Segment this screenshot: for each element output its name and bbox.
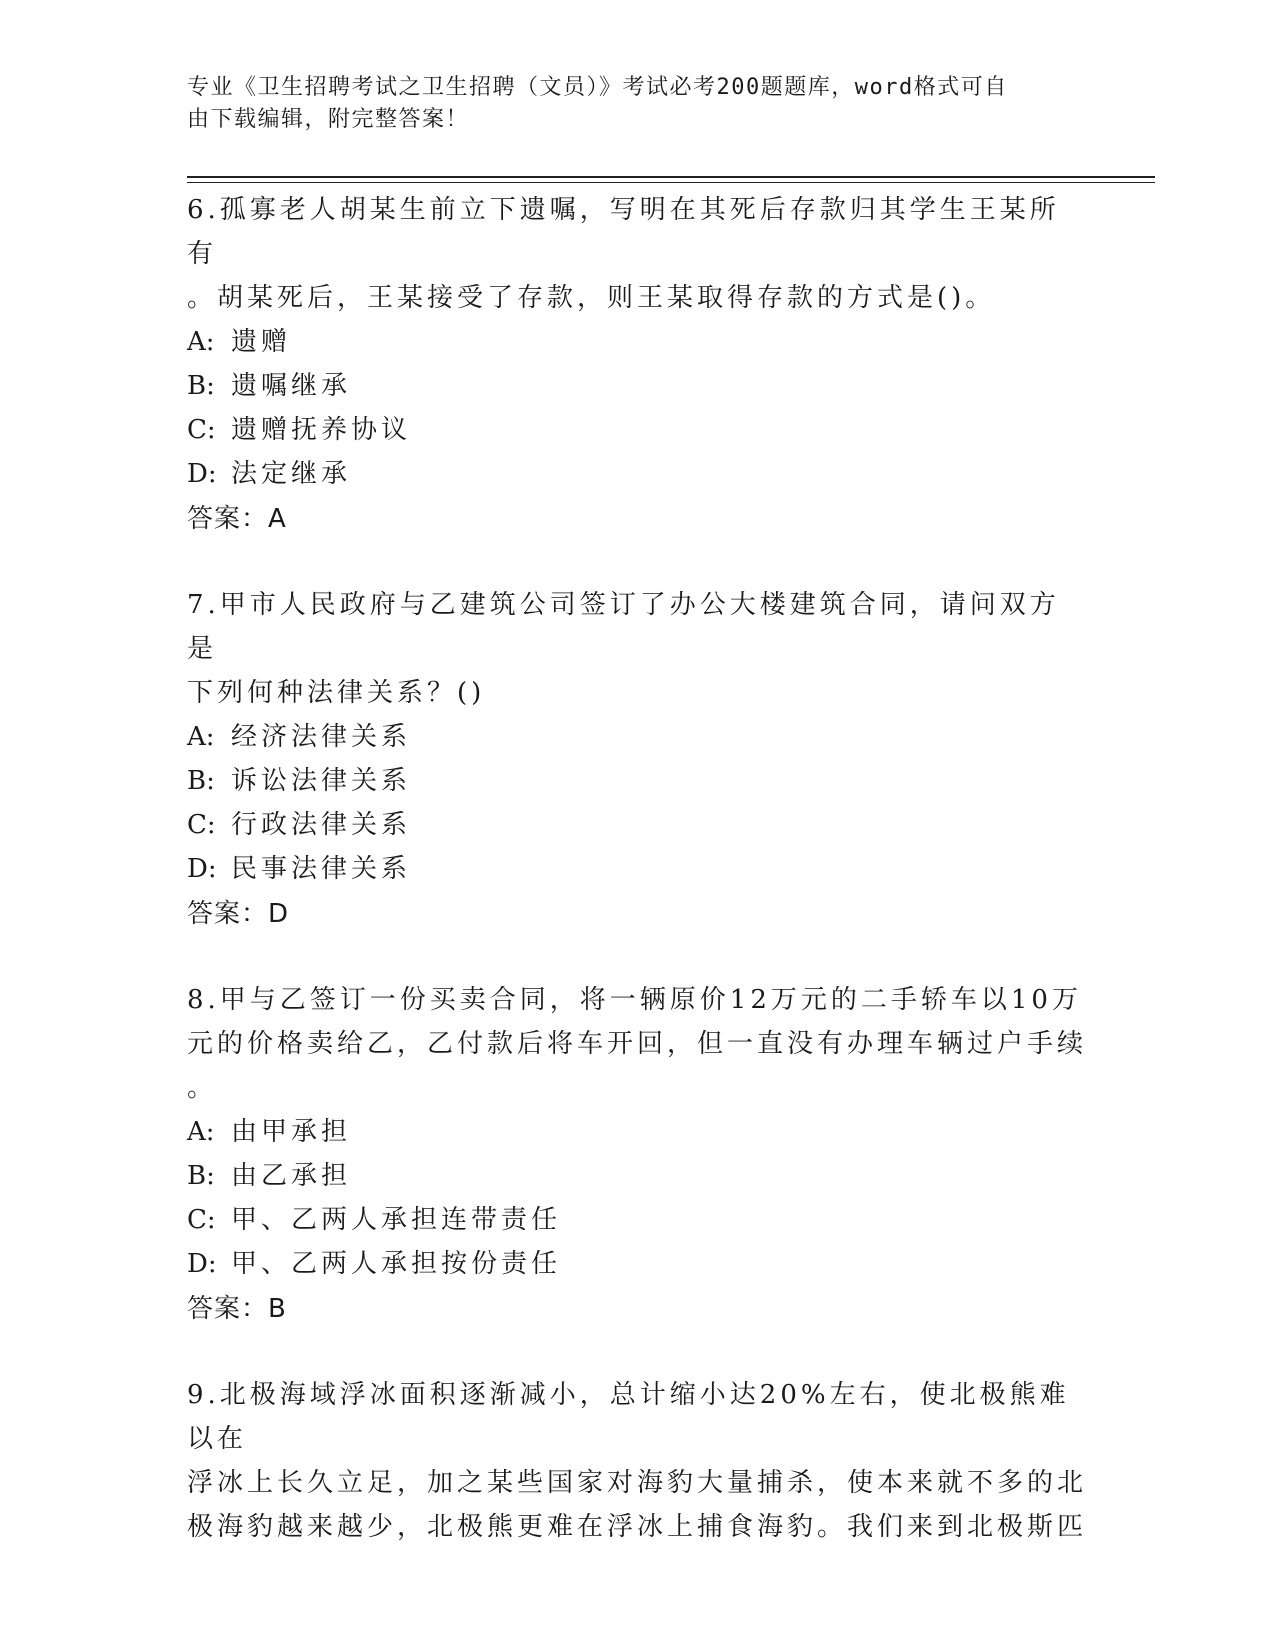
option-text: 遗嘱继承: [231, 371, 352, 401]
option-key: D:: [187, 459, 217, 489]
header-line-1: 专业《卫生招聘考试之卫生招聘（文员）》考试必考200题题库，word格式可自: [187, 75, 1008, 100]
option-a: [187, 320, 1087, 364]
option-text: 行政法律关系: [231, 810, 412, 840]
option-c: [187, 1198, 1087, 1242]
option-text: 由甲承担: [231, 1117, 352, 1147]
option-c: [187, 408, 1087, 452]
option-d: [187, 1242, 1087, 1286]
question-7: [187, 583, 1087, 937]
header-line-2: 由下载编辑，附完整答案！: [187, 107, 470, 132]
option-key: B:: [187, 766, 215, 796]
answer-line: 答案：A: [187, 504, 287, 534]
option-text: 甲、乙两人承担按份责任: [231, 1249, 562, 1279]
option-d: [187, 452, 1087, 496]
option-b: [187, 759, 1087, 803]
option-text: 甲、乙两人承担连带责任: [231, 1205, 562, 1235]
option-text: 遗赠: [231, 327, 292, 357]
question-stem: 9.北极海域浮冰面积逐渐减小，总计缩小达20%左右，使北极熊难以在 浮冰上长久立足，加之某些国家对海豹大量捕杀，使本来就不多的北 极海豹越来越少，北极熊更难在浮冰上捕食海豹。我们来到北极斯匹: [187, 1380, 1088, 1542]
question-6: [187, 188, 1087, 542]
answer-line: 答案：D: [187, 899, 290, 929]
option-text: 遗赠抚养协议: [231, 415, 412, 445]
option-text: 法定继承: [231, 459, 352, 489]
option-key: D:: [187, 854, 217, 884]
document-header: [187, 72, 1067, 136]
option-a: [187, 715, 1087, 759]
option-b: [187, 1154, 1087, 1198]
option-a: [187, 1110, 1087, 1154]
option-key: B:: [187, 1161, 215, 1191]
option-text: 民事法律关系: [231, 854, 412, 884]
option-key: A:: [187, 327, 215, 357]
header-divider-thin: [187, 182, 1155, 183]
option-key: B:: [187, 371, 215, 401]
option-text: 由乙承担: [231, 1161, 352, 1191]
question-9: [187, 1373, 1087, 1549]
option-key: D:: [187, 1249, 217, 1279]
option-d: [187, 847, 1087, 891]
question-stem: 7.甲市人民政府与乙建筑公司签订了办公大楼建筑合同，请问双方是 下列何种法律关系？(): [187, 590, 1060, 708]
option-b: [187, 364, 1087, 408]
option-key: C:: [187, 810, 216, 840]
option-key: C:: [187, 1205, 216, 1235]
option-key: C:: [187, 415, 216, 445]
option-text: 经济法律关系: [231, 722, 412, 752]
option-key: A:: [187, 1117, 215, 1147]
question-8: [187, 978, 1087, 1332]
option-text: 诉讼法律关系: [231, 766, 412, 796]
question-stem: 6.孤寡老人胡某生前立下遗嘱，写明在其死后存款归其学生王某所有 。胡某死后，王某接受了存款，则王某取得存款的方式是()。: [187, 195, 1060, 313]
option-key: A:: [187, 722, 215, 752]
answer-line: 答案：B: [187, 1294, 287, 1324]
question-list: [187, 188, 1087, 1590]
question-stem: 8.甲与乙签订一份买卖合同，将一辆原价12万元的二手轿车以10万 元的价格卖给乙，乙付款后将车开回，但一直没有办理车辆过户手续 。: [187, 985, 1088, 1103]
option-c: [187, 803, 1087, 847]
header-divider-thick: [187, 176, 1155, 178]
